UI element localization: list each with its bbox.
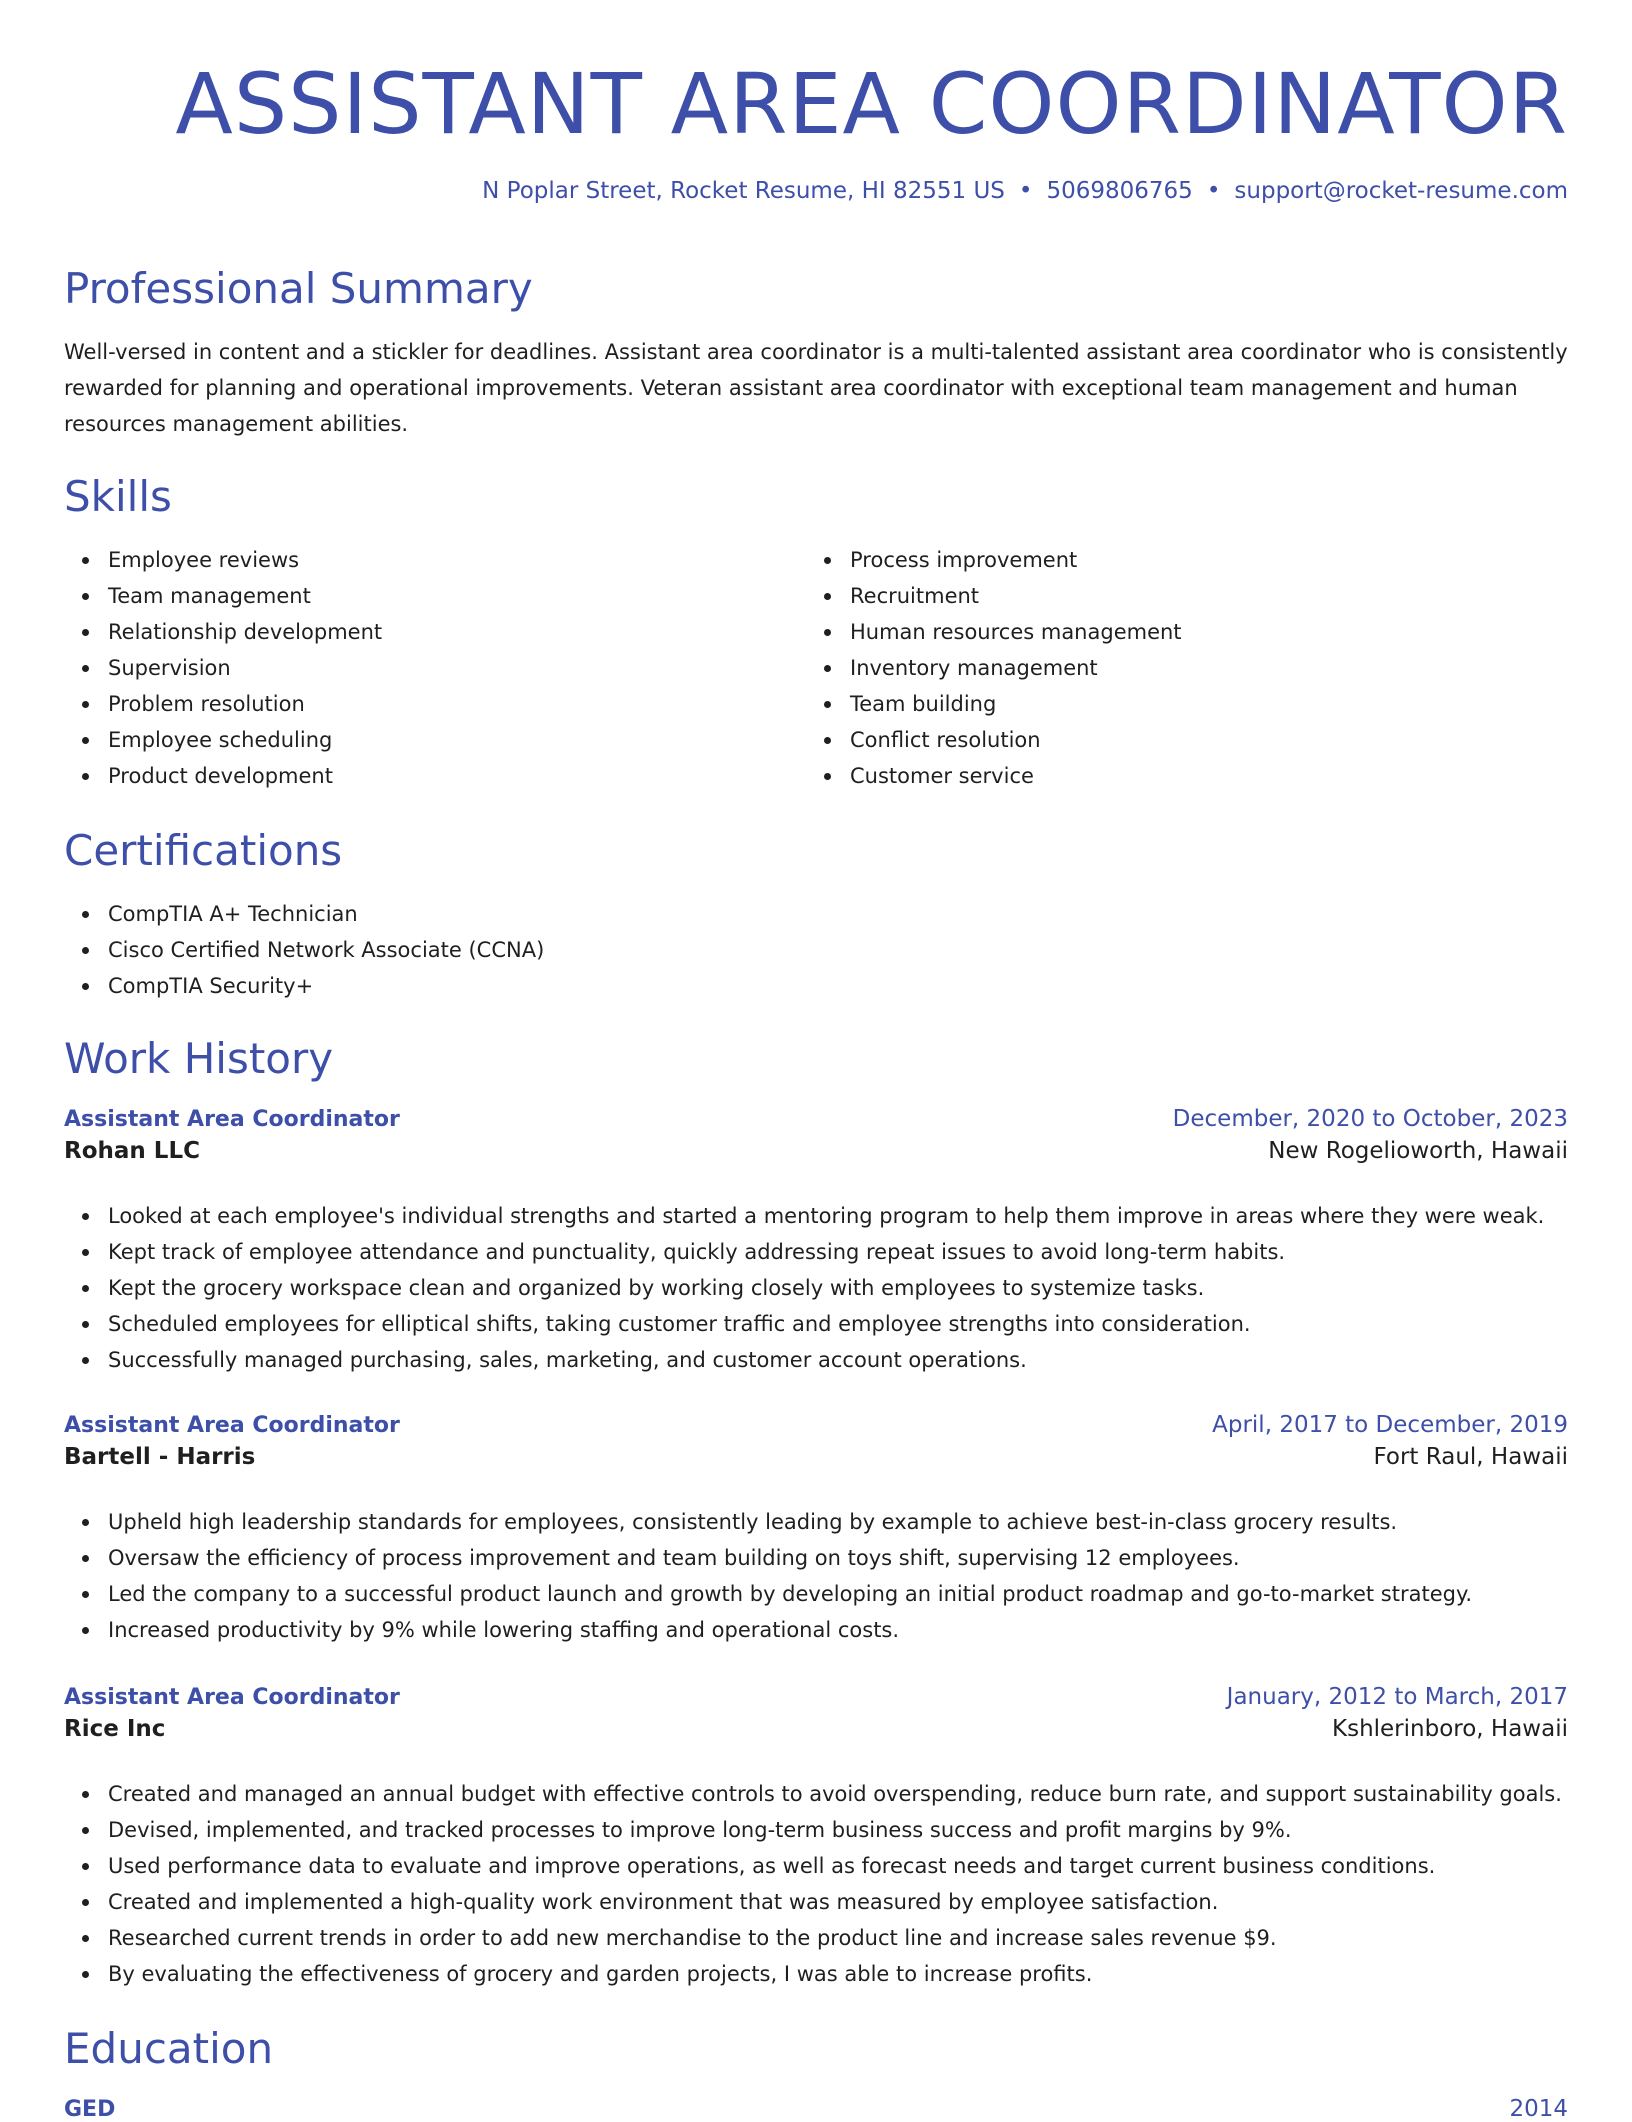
job-bullet: Upheld high leadership standards for employees, consistently leading by example to achieve best-in-class grocery results.: [108, 1504, 1568, 1540]
resume-name: ASSISTANT AREA COORDINATOR: [175, 55, 1568, 153]
skills-heading: Skills: [64, 472, 172, 521]
job-location: New Rogelioworth, Hawaii: [1268, 1138, 1568, 1164]
contact-email: support@rocket-resume.com: [1234, 178, 1568, 204]
skill-item: Employee scheduling: [108, 722, 382, 758]
job-bullet: By evaluating the effectiveness of grocery and garden projects, I was able to increase profits.: [108, 1956, 1568, 1992]
job-title: Assistant Area Coordinator: [64, 1685, 400, 1710]
contact-separator: •: [1018, 178, 1033, 204]
job-bullet: Created and managed an annual budget with effective controls to avoid overspending, reduce burn rate, and support sustainability goals.: [108, 1776, 1568, 1812]
skill-item: Supervision: [108, 650, 382, 686]
job-bullet: Looked at each employee's individual strengths and started a mentoring program to help them improve in areas where they were weak.: [108, 1198, 1568, 1234]
job-bullet: Successfully managed purchasing, sales, marketing, and customer account operations.: [108, 1342, 1568, 1378]
job-bullet: Kept the grocery workspace clean and organized by working closely with employees to systemize tasks.: [108, 1270, 1568, 1306]
skill-item: Human resources management: [850, 614, 1182, 650]
job-entry-header: [64, 1684, 1568, 1742]
job-bullet: Created and implemented a high-quality work environment that was measured by employee satisfaction.: [108, 1884, 1568, 1920]
job-bullet: Researched current trends in order to add new merchandise to the product line and increase sales revenue $9.: [108, 1920, 1568, 1956]
job-bullets: [64, 1776, 1568, 1992]
job-company: Rohan LLC: [64, 1138, 200, 1164]
job-dates: April, 2017 to December, 2019: [1212, 1412, 1568, 1438]
job-dates: January, 2012 to March, 2017: [1226, 1684, 1568, 1710]
contact-phone: 5069806765: [1046, 178, 1193, 204]
skill-item: Team management: [108, 578, 382, 614]
contact-line: [482, 178, 1568, 204]
summary-text: Well-versed in content and a stickler for deadlines. Assistant area coordinator is a multi-talented assistant area coordinator who is consistently rewarded for planning and operational improvements. Veteran assistant area coordinator with exceptional team management and human resources management abilities.: [64, 340, 1568, 436]
skill-item: Process improvement: [850, 542, 1182, 578]
job-title: Assistant Area Coordinator: [64, 1107, 400, 1132]
skill-item: Relationship development: [108, 614, 382, 650]
skill-item: Conflict resolution: [850, 722, 1182, 758]
education-degree: GED: [64, 2097, 116, 2122]
contact-separator: •: [1206, 178, 1221, 204]
job-bullet: Used performance data to evaluate and improve operations, as well as forecast needs and target current business conditions.: [108, 1848, 1568, 1884]
job-entry-header: [64, 1412, 1568, 1470]
certification-item: CompTIA A+ Technician: [108, 896, 544, 932]
job-entry-header: [64, 1106, 1568, 1164]
job-bullet: Scheduled employees for elliptical shifts, taking customer traffic and employee strengths into consideration.: [108, 1306, 1568, 1342]
job-bullets: [64, 1198, 1568, 1378]
education-entry: [64, 2096, 1568, 2122]
contact-address: N Poplar Street, Rocket Resume, HI 82551 US: [482, 178, 1005, 204]
education-year: 2014: [1509, 2096, 1568, 2122]
certifications-heading: Certifications: [64, 826, 343, 875]
job-bullet: Oversaw the efficiency of process improvement and team building on toys shift, supervising 12 employees.: [108, 1540, 1568, 1576]
skills-column-right: [806, 542, 1182, 794]
certifications-list: [64, 896, 544, 1004]
skill-item: Problem resolution: [108, 686, 382, 722]
job-bullet: Increased productivity by 9% while lowering staffing and operational costs.: [108, 1612, 1568, 1648]
skill-item: Customer service: [850, 758, 1182, 794]
job-bullet: Led the company to a successful product launch and growth by developing an initial product roadmap and go-to-market strategy.: [108, 1576, 1568, 1612]
skill-item: Inventory management: [850, 650, 1182, 686]
job-bullets: [64, 1504, 1568, 1648]
skill-item: Employee reviews: [108, 542, 382, 578]
education-heading: Education: [64, 2024, 274, 2073]
job-company: Bartell - Harris: [64, 1444, 256, 1470]
certification-item: CompTIA Security+: [108, 968, 544, 1004]
job-location: Fort Raul, Hawaii: [1373, 1444, 1568, 1470]
skills-column-left: [64, 542, 382, 794]
job-bullet: Devised, implemented, and tracked processes to improve long-term business success and profit margins by 9%.: [108, 1812, 1568, 1848]
skill-item: Recruitment: [850, 578, 1182, 614]
skill-item: Product development: [108, 758, 382, 794]
summary-heading: Professional Summary: [64, 264, 533, 313]
job-company: Rice Inc: [64, 1716, 166, 1742]
job-bullet: Kept track of employee attendance and punctuality, quickly addressing repeat issues to avoid long-term habits.: [108, 1234, 1568, 1270]
certification-item: Cisco Certified Network Associate (CCNA): [108, 932, 544, 968]
skill-item: Team building: [850, 686, 1182, 722]
work-history-heading: Work History: [64, 1034, 334, 1083]
job-location: Kshlerinboro, Hawaii: [1332, 1716, 1568, 1742]
job-dates: December, 2020 to October, 2023: [1172, 1106, 1568, 1132]
job-title: Assistant Area Coordinator: [64, 1413, 400, 1438]
